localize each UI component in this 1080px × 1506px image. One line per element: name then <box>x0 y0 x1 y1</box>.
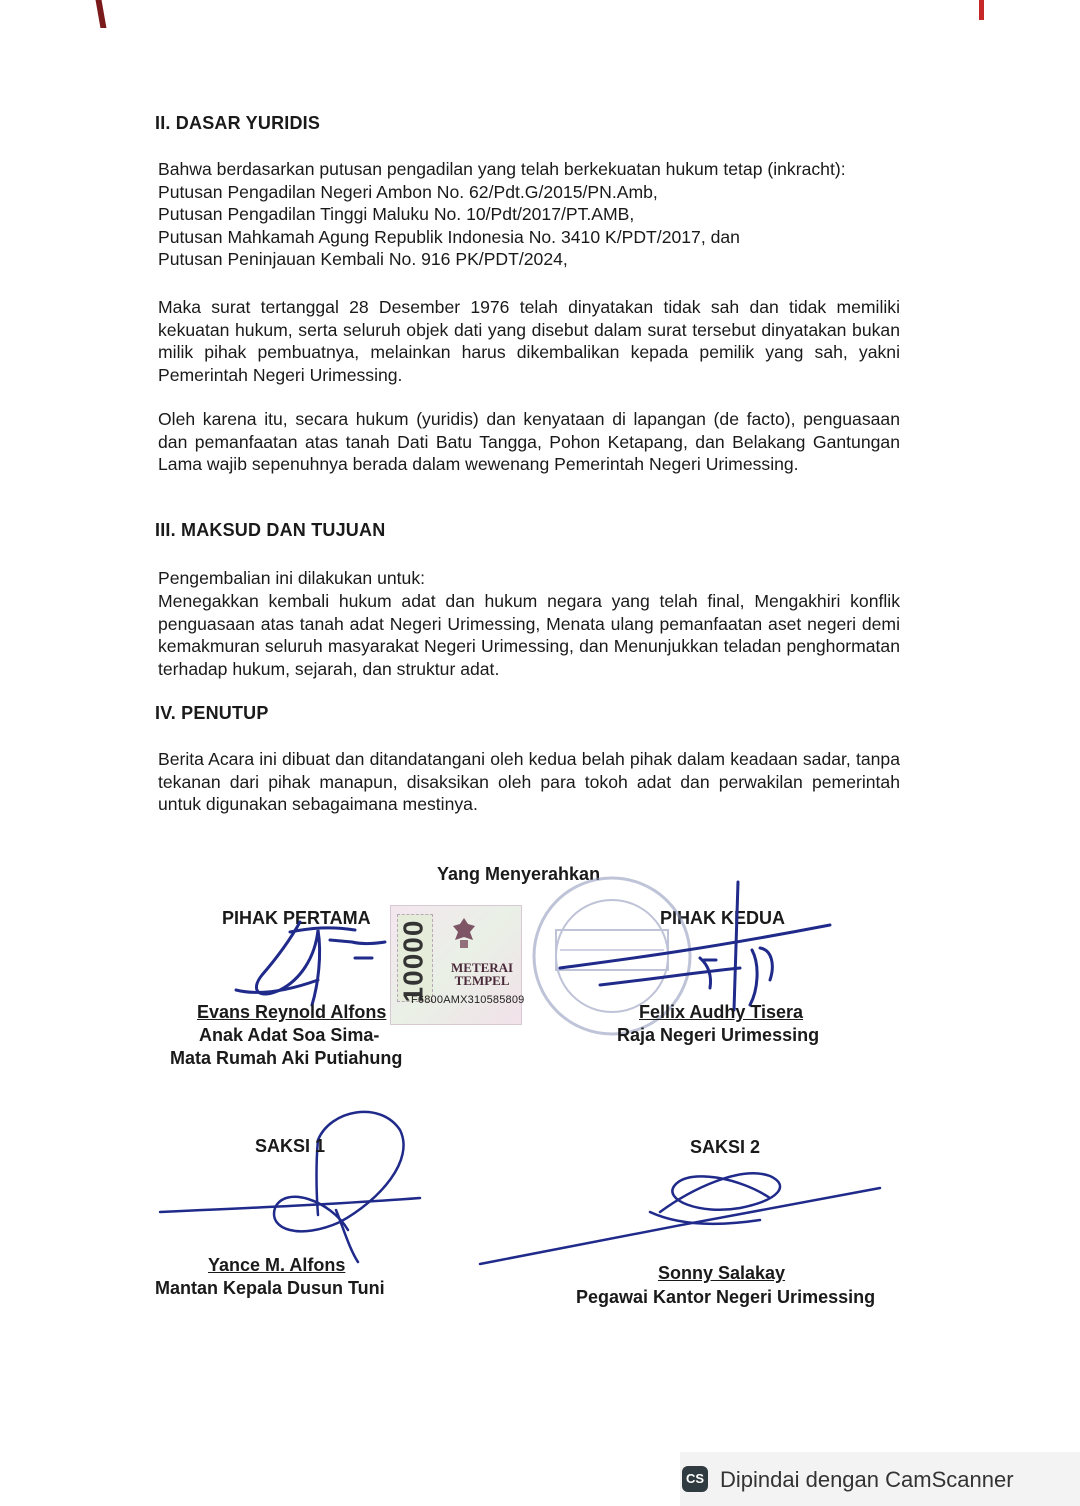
section-heading-maksud-tujuan: III. MAKSUD DAN TUJUAN <box>155 520 386 540</box>
paragraph-oleh-karena-itu: Oleh karena itu, secara hukum (yuridis) dan kenyataan di lapangan (de facto), penguasaan dan pemanfaatan atas tanah Dati Batu Tangga, Pohon Ketapang, dan Belakang Gantungan Lama wajib sepenuhnya berada dalam wewenang Pemerintah Negeri Urimessing. <box>158 409 900 475</box>
stamp-title-line: TEMPEL <box>454 973 510 988</box>
meterai-tempel-stamp <box>390 905 525 1025</box>
legal-basis-line: Bahwa berdasarkan putusan pengadilan yang telah berkekuatan hukum tetap (inkracht): <box>158 159 846 179</box>
stamp-title-line: METERAI <box>451 960 514 975</box>
saksi-1-label: SAKSI 1 <box>255 1136 326 1156</box>
signature-saksi-1 <box>160 1112 420 1262</box>
saksi-2-name: Sonny Salakay <box>658 1263 786 1283</box>
signature-pihak-pertama <box>236 922 385 1005</box>
section-heading-penutup: IV. PENUTUP <box>155 703 269 723</box>
saksi-2-role: Pegawai Kantor Negeri Urimessing <box>576 1287 876 1307</box>
stamp-serial: F6800AMX310585809 <box>411 994 525 1006</box>
saksi-2-label: SAKSI 2 <box>690 1137 761 1157</box>
legal-basis-line: Putusan Mahkamah Agung Republik Indonesia No. 3410 K/PDT/2017, dan <box>158 226 740 247</box>
stamp-title <box>451 961 513 987</box>
pihak-pertama-role: Anak Adat Soa Sima- <box>199 1025 380 1045</box>
pihak-pertama-role: Mata Rumah Aki Putiahung <box>170 1048 403 1068</box>
legal-basis-line: Putusan Peninjauan Kembali No. 916 PK/PDT/2024, <box>158 249 568 270</box>
camscanner-logo-icon: CS <box>682 1466 708 1492</box>
pihak-pertama-name: Evans Reynold Alfons <box>197 1002 387 1022</box>
section-heading-dasar-yuridis: II. DASAR YURIDIS <box>155 113 321 133</box>
pihak-pertama-label: PIHAK PERTAMA <box>222 908 371 928</box>
paragraph-pengembalian-intro: Pengembalian ini dilakukan untuk: <box>158 568 426 588</box>
pihak-kedua-name: Fellix Audhy Tisera <box>639 1002 804 1022</box>
saksi-1-name: Yance M. Alfons <box>208 1255 346 1275</box>
page-edge-mark <box>96 0 107 28</box>
page-edge-mark <box>979 0 984 20</box>
pihak-kedua-label: PIHAK KEDUA <box>660 908 786 928</box>
paragraph-penutup: Berita Acara ini dibuat dan ditandatangani oleh kedua belah pihak dalam keadaan sadar, tanpa tekanan dari pihak manapun, disaksikan oleh para tokoh adat dan perwakilan pemerintah untuk digunakan sebagaimana mestinya. <box>158 749 900 815</box>
yang-menyerahkan-heading: Yang Menyerahkan <box>437 864 601 884</box>
camscanner-watermark-text: Dipindai dengan CamScanner <box>720 1467 1014 1492</box>
signature-pihak-kedua <box>560 882 830 1010</box>
paragraph-tujuan: Menegakkan kembali hukum adat dan hukum negara yang telah final, Mengakhiri konflik penguasaan atas tanah adat Negeri Urimessing, Menata ulang pemanfaatan aset negeri demi kemakmuran seluruh masyarakat Negeri Urimessing, dan Menunjukkan teladan penghormatan terhadap hukum, sejarah, dan struktur adat. <box>158 591 900 679</box>
garuda-emblem-icon <box>451 916 477 950</box>
saksi-1-role: Mantan Kepala Dusun Tuni <box>155 1278 385 1298</box>
legal-basis-list <box>158 158 900 271</box>
stamp-value-panel <box>397 914 433 1002</box>
pihak-kedua-role: Raja Negeri Urimessing <box>617 1025 820 1045</box>
paragraph-surat-tidak-sah: Maka surat tertanggal 28 Desember 1976 telah dinyatakan tidak sah dan tidak memiliki kekuatan hukum, serta seluruh objek dati yang disebut dalam surat tersebut dinyatakan bukan milik pihak pembuatnya, melainkan harus dikembalikan kepada pemilik yang sah, yakni Pemerintah Negeri Urimessing. <box>158 297 900 385</box>
signature-saksi-2 <box>480 1173 880 1264</box>
legal-basis-line: Putusan Pengadilan Negeri Ambon No. 62/Pdt.G/2015/PN.Amb, <box>158 181 658 202</box>
stamp-value: 10000 <box>397 919 429 1003</box>
legal-basis-line: Putusan Pengadilan Tinggi Maluku No. 10/Pdt/2017/PT.AMB, <box>158 204 635 225</box>
